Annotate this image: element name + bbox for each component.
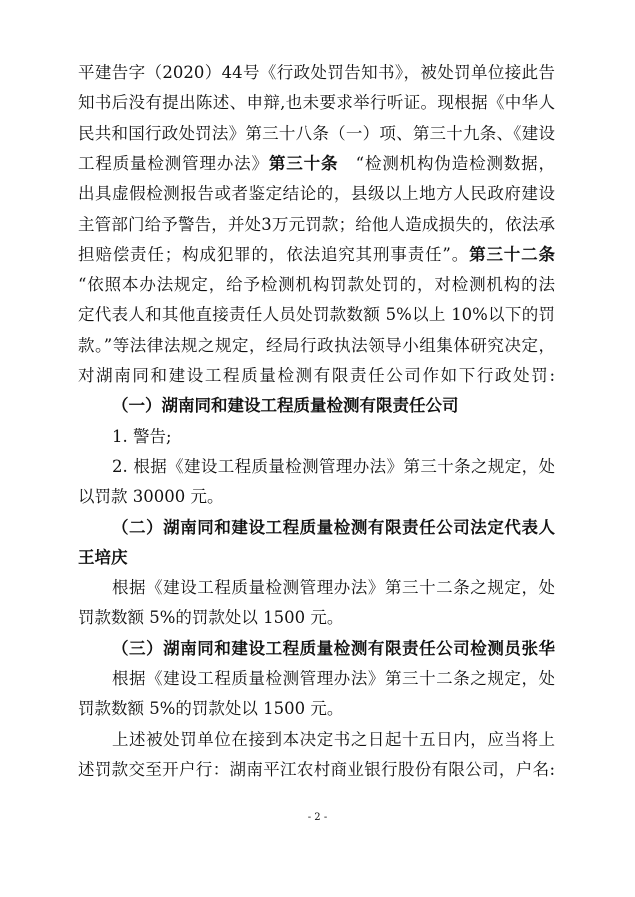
- section-heading-line: [78, 545, 555, 571]
- text-segment: 民共和国行政处罚法》第三十八条（一）项、第三十九条、《建设: [78, 123, 555, 143]
- text-segment: “依照本办法规定，给予检测机构罚款处罚的，对检测机构的法: [78, 275, 555, 295]
- text-line: [78, 60, 555, 86]
- section-heading-line: [112, 636, 555, 662]
- text-segment: 款。”等法律法规之规定，经局行政执法领导小组集体研究决定，: [78, 335, 555, 355]
- text-line: [78, 181, 555, 207]
- text-segment: 担赔偿责任；构成犯罪的，依法追究其刑事责任”。: [78, 244, 470, 264]
- text-segment: 上述被处罚单位在接到本决定书之日起十五日内，应当将上: [112, 729, 555, 749]
- text-segment: 罚款数额 5%的罚款处以 1500 元。: [78, 699, 344, 719]
- text-segment: 平建告字（2020）44号《行政处罚告知书》，被处罚单位接此告: [78, 63, 555, 82]
- text-line: [78, 363, 555, 389]
- text-line: [78, 757, 555, 783]
- text-line: [78, 121, 555, 147]
- text-line: [112, 575, 555, 601]
- text-segment: 2. 根据《建设工程质量检测管理办法》第三十条之规定，处: [112, 456, 555, 476]
- text-line: [78, 605, 555, 631]
- text-line: [78, 242, 555, 268]
- text-segment: 罚款数额 5%的罚款处以 1500 元。: [78, 608, 344, 628]
- text-segment: “检测机构伪造检测数据，: [338, 153, 555, 173]
- bold-article-ref: 第三十二条: [469, 244, 555, 264]
- section-heading-line: [112, 393, 555, 419]
- text-segment: （一）湖南同和建设工程质量检测有限责任公司: [112, 396, 459, 416]
- text-line: [78, 696, 555, 722]
- text-segment: 根据《建设工程质量检测管理办法》第三十二条之规定，处: [112, 578, 555, 598]
- text-line: [78, 151, 555, 177]
- text-line: [78, 90, 555, 116]
- text-segment: 对湖南同和建设工程质量检测有限责任公司作如下行政处罚:: [78, 366, 555, 385]
- text-segment: 1. 警告;: [112, 426, 172, 446]
- page-number: - 2 -: [307, 812, 328, 823]
- text-line: [112, 454, 555, 480]
- text-segment: 主管部门给予警告，并处3万元罚款；给他人造成损失的，依法承: [78, 214, 555, 234]
- text-segment: 王培庆: [78, 547, 128, 567]
- text-segment: （二）湖南同和建设工程质量检测有限责任公司法定代表人: [112, 517, 555, 537]
- text-line: [78, 484, 555, 510]
- text-segment: 工程质量检测管理办法》: [78, 153, 269, 173]
- text-segment: 根据《建设工程质量检测管理办法》第三十二条之规定，处: [112, 669, 555, 688]
- bold-article-ref: 第三十条: [268, 153, 339, 173]
- text-line: [78, 302, 555, 328]
- text-line: [112, 727, 555, 753]
- text-segment: 以罚款 30000 元。: [78, 487, 224, 507]
- text-line: [78, 333, 555, 359]
- text-segment: 出具虚假检测报告或者鉴定结论的，县级以上地方人民政府建设: [78, 184, 555, 204]
- text-segment: 述罚款交至开户行：湖南平江农村商业银行股份有限公司，户名:: [78, 759, 555, 779]
- text-line: [78, 272, 555, 298]
- text-line: [112, 424, 555, 450]
- text-line: [112, 666, 555, 692]
- text-segment: 知书后没有提出陈述、申辩,也未要求举行听证。现根据《中华人: [78, 93, 555, 113]
- section-heading-line: [112, 515, 555, 541]
- text-line: [78, 212, 555, 238]
- text-segment: 定代表人和其他直接责任人员处罚款数额 5%以上 10%以下的罚: [78, 305, 555, 325]
- text-segment: （三）湖南同和建设工程质量检测有限责任公司检测员张华: [112, 638, 555, 658]
